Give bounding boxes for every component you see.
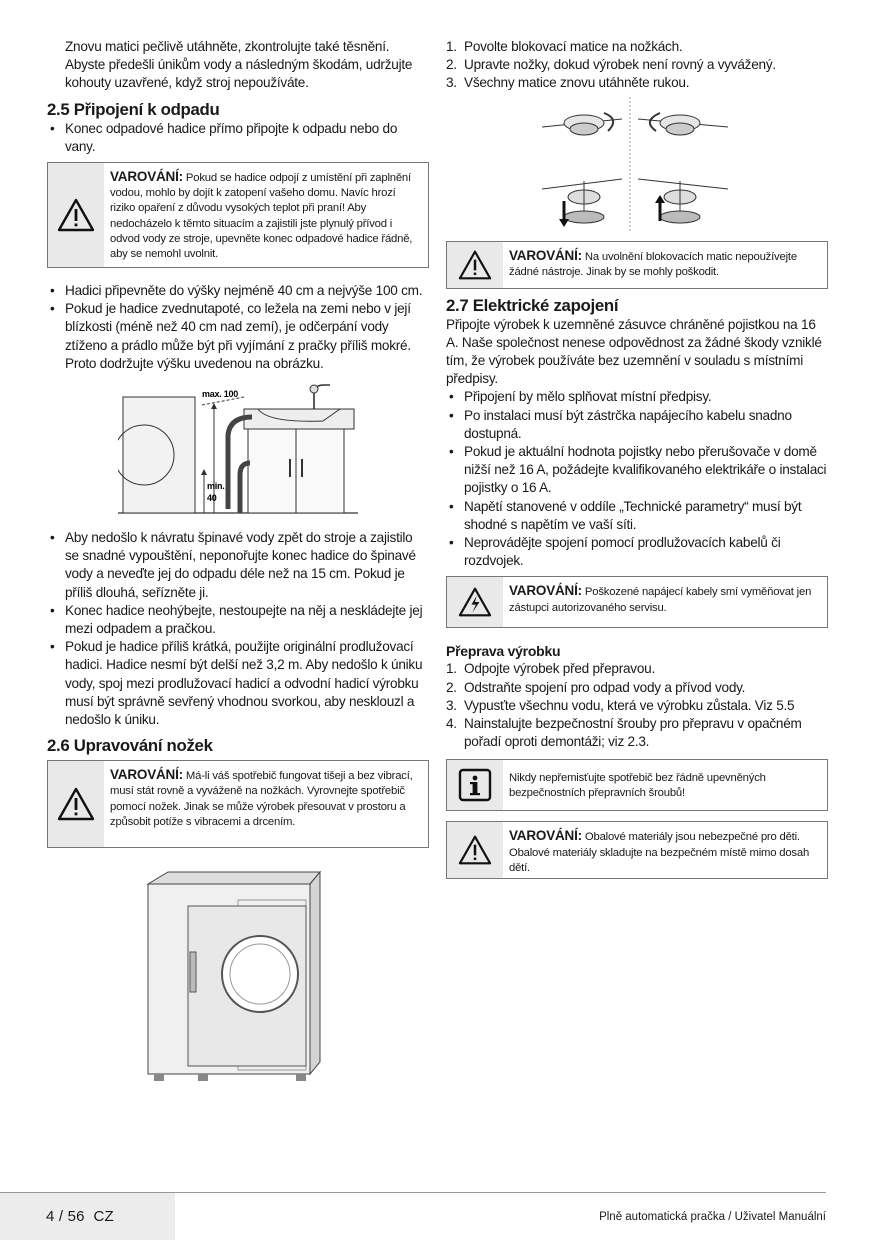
left-column — [47, 38, 429, 1094]
warning-label: VAROVÁNÍ: — [110, 767, 183, 783]
right-column — [446, 38, 828, 879]
list-item: • Aby nedošlo k návratu špinavé vody zpět do stroje a zajistilo se snadné vypouštění, neponořujte konec hadice do špinavé vody a neveďte jej do odpadu déle než na 15 cm. Pokud je příliš dlouhá, seřízněte ji. — [47, 529, 429, 602]
list-item — [446, 56, 828, 74]
list-item: • Po instalaci musí být zástrčka napájecího kabelu snadno dostupná. — [446, 407, 828, 443]
electric-shock-icon — [447, 577, 503, 627]
warning-icon — [48, 761, 104, 847]
list-item: • Připojení by mělo splňovat místní předpisy. — [446, 388, 828, 406]
warning-label: VAROVÁNÍ: — [509, 583, 582, 599]
list-item: • Hadici připevněte do výšky nejméně 40 cm a nejvýše 100 cm. — [47, 282, 429, 300]
info-box — [446, 759, 828, 811]
bullet-list — [47, 282, 429, 373]
warning-box — [446, 821, 828, 879]
warning-box — [47, 162, 429, 268]
footer-title: Plně automatická pračka / Uživatel Manuální — [599, 1211, 826, 1223]
electrical-intro: Připojte výrobek k uzemněné zásuvce chráněné pojistkou na 16 A. Naše společnost nenese odpovědnost za žádné škody vzniklé tím, že výrobek používáte bez uzemnění v souladu s místními předpisy. — [446, 316, 822, 387]
bullet-list — [47, 529, 429, 729]
warning-label: VAROVÁNÍ: — [110, 169, 183, 185]
warning-text: Pokud se hadice odpojí z umístění při zaplnění vodou, mohlo by dojít k zatopení vašeho domu. Navíc hrozí riziko opaření z důvodu vysokých teplot při praní! Aby nedocházelo k těmto situacím a zajistili jste plynulý přívod i odvod vody ze stroje, upevněte konec odpadové hadice řádně, aby se nemohl uvolnit. — [110, 172, 413, 261]
step-text: Povolte blokovací matice na nožkách. — [464, 39, 683, 54]
warning-icon — [447, 822, 503, 878]
warning-text: Má-li váš spotřebič fungovat tišeji a bez vibrací, musí stát rovně a vyváženě na nožkách. Vyrovnejte spotřebič pomocí nožek. Jinak se může výrobek přesouvat v prostoru a způsobit potíže s vibracemi a drcením. — [110, 770, 413, 828]
warning-box — [47, 760, 429, 848]
max-height-label: max. 100 — [202, 389, 239, 400]
step-number: 1. — [446, 39, 457, 54]
warning-label: VAROVÁNÍ: — [509, 247, 582, 263]
min-height-label: min. — [207, 481, 225, 492]
list-item: • Konec odpadové hadice přímo připojte k odpadu nebo do vany. — [47, 120, 429, 156]
warning-icon — [447, 242, 503, 288]
bullet-list — [47, 120, 429, 156]
step-number: 2. — [446, 679, 457, 695]
warning-text: Obalové materiály jsou nebezpečné pro děti. Obalové materiály skladujte na bezpečném místě mimo dosah dětí. — [509, 831, 810, 874]
step-text: Vypusťte všechnu vodu, která ve výrobku zůstala. Viz 5.5 — [464, 697, 795, 713]
list-item: • Pokud je aktuální hodnota pojistky nebo přerušovače v domě nižší než 16 A, požádejte kvalifikovaného elektrikáře o instalaci pojistky o 16 A. — [446, 443, 828, 498]
info-text: Nikdy nepřemisťujte spotřebič bez řádně upevněných bezpečnostních přepravních šroubů! — [509, 771, 766, 799]
washing-machine-illustration — [47, 866, 429, 1094]
warning-label: VAROVÁNÍ: — [509, 828, 582, 844]
list-item: • Napětí stanovené v oddíle „Technické parametry“ musí být shodné s napětím ve vaší síti. — [446, 498, 828, 534]
numbered-list — [446, 660, 828, 751]
list-item — [446, 38, 828, 56]
step-text: Nainstalujte bezpečnostní šrouby pro přepravu v opačném pořadí oproti demontáži; viz 2.3. — [464, 716, 802, 750]
page-number: 4 / 56 CZ — [46, 1208, 114, 1225]
section-heading-2-7: 2.7 Elektrické zapojení — [446, 295, 619, 315]
list-item — [446, 697, 828, 715]
section-heading-2-5: 2.5 Připojení k odpadu — [47, 99, 220, 119]
warning-box — [446, 241, 828, 289]
list-item: • Pokud je hadice příliš krátká, použijte originální prodlužovací hadici. Hadice nesmí být delší než 3,2 m. Aby nedošlo k úniku vody, spoj mezi prodlužovací hadicí a odvodní hadicí výrobku musí být správně sevřený vhodnou svorkou, aby nesklouzl a nedošlo k úniku. — [47, 638, 429, 729]
min-height-value: 40 — [207, 493, 217, 504]
step-number: 2. — [446, 57, 457, 73]
step-text: Odpojte výrobek před přepravou. — [464, 661, 655, 677]
bullet-list — [446, 388, 828, 570]
drain-height-illustration — [47, 379, 429, 529]
warning-text: Na uvolnění blokovacích matic nepoužívejte žádné nástroje. Jinak by se mohly poškodit. — [509, 250, 797, 278]
step-number: 4. — [446, 716, 457, 732]
step-text: Upravte nožky, dokud výrobek není rovný a vyvážený. — [464, 57, 776, 73]
list-item: • Pokud je hadice zvednutapoté, co ležela na zemi nebo v její blízkosti (méně než 40 cm nad zemí), je odčerpání vody ztíženo a prádlo může být při vyjímání z pračky příliš mokré. Proto dodržujte výšku uvedenou na obrázku. — [47, 300, 429, 373]
foot-adjustment-illustration — [446, 97, 828, 237]
list-item — [446, 660, 828, 678]
intro-paragraph: Znovu matici pečlivě utáhněte, zkontrolujte také těsnění. Abyste předešli únikům vody a následným škodám, udržujte kohouty uzavřené, když stroj nepoužíváte. — [65, 39, 413, 91]
numbered-list — [446, 38, 828, 93]
info-icon — [447, 760, 503, 810]
step-number: 3. — [446, 697, 457, 713]
list-item — [446, 679, 828, 697]
section-heading-2-6: 2.6 Upravování nožek — [47, 736, 213, 756]
transport-heading: Přeprava výrobku — [446, 643, 561, 660]
step-text: Všechny matice znovu utáhněte rukou. — [464, 75, 690, 91]
list-item — [446, 715, 828, 751]
warning-box — [446, 576, 828, 628]
step-number: 1. — [446, 661, 457, 677]
warning-icon — [48, 163, 104, 267]
list-item: • Konec hadice neohýbejte, nestoupejte na něj a neskládejte jej mezi odpadem a pračkou. — [47, 602, 429, 638]
list-item — [446, 74, 828, 92]
list-item: • Neprovádějte spojení pomocí prodlužovacích kabelů či rozdvojek. — [446, 534, 828, 570]
warning-text: Poškozené napájecí kabely smí vyměňovat jen zástupci autorizovaného servisu. — [509, 586, 812, 614]
step-text: Odstraňte spojení pro odpad vody a přívod vody. — [464, 679, 746, 695]
step-number: 3. — [446, 75, 457, 91]
